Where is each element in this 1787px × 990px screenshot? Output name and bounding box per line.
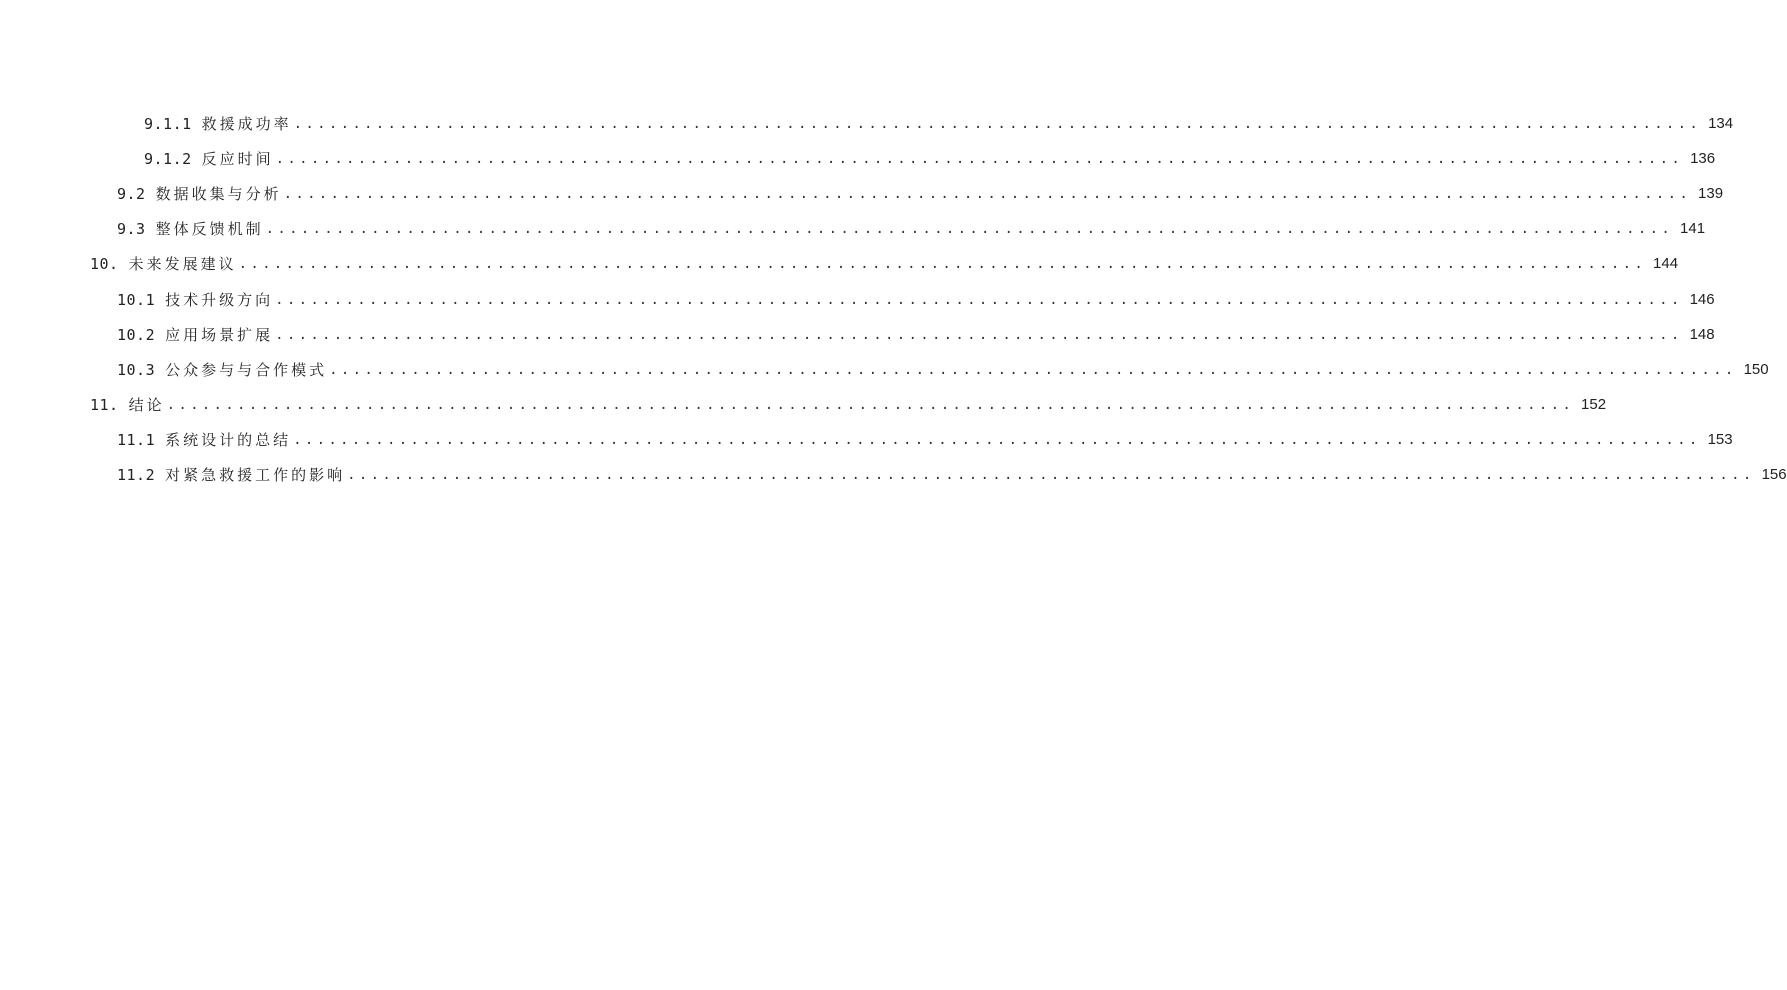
toc-entry[interactable] [0,282,1715,317]
toc-entry-title: 公众参与与合作模式 [165,360,328,379]
dot-leader: ........................................................................................................................ [265,221,1674,238]
toc-entry-title: 应用场景扩展 [165,325,274,344]
toc-entry-page: 136 [1690,149,1716,167]
toc-entry[interactable] [0,317,1715,352]
toc-entry[interactable] [0,247,1679,282]
toc-entry[interactable] [0,388,1607,423]
dot-leader: ........................................................................................................................ [293,432,1701,449]
toc-entry[interactable] [0,176,1724,211]
toc-entry-number: 9.3 [117,220,146,239]
dot-leader: ........................................................................................................................ [275,326,1683,343]
toc-entry-page: 146 [1689,290,1715,308]
toc-entry-title: 系统设计的总结 [165,431,292,450]
toc-entry-page: 152 [1581,396,1607,414]
dot-leader: ........................................................................................................................ [166,397,1575,414]
table-of-contents [0,106,1787,493]
toc-entry-page: 148 [1689,325,1715,343]
toc-entry-title: 救援成功率 [201,114,292,133]
dot-leader: ........................................................................................................................ [329,361,1737,378]
dot-leader: ........................................................................................................................ [238,256,1647,273]
toc-entry-title: 数据收集与分析 [155,184,282,203]
toc-entry-number: 11.2 [117,466,156,485]
toc-entry[interactable] [0,352,1769,387]
toc-entry[interactable] [0,212,1706,247]
toc-entry-number: 10.3 [117,360,156,379]
toc-entry-number: 10.2 [117,325,156,344]
toc-entry-title: 反应时间 [201,149,274,168]
toc-entry-title: 结论 [128,396,165,415]
toc-entry-page: 141 [1680,220,1706,238]
toc-entry[interactable] [0,458,1787,493]
dot-leader: ........................................................................................................................ [275,150,1684,167]
dot-leader: ........................................................................................................................ [293,115,1702,132]
toc-entry-number: 9.1.1 [144,114,192,133]
toc-entry-title: 对紧急救援工作的影响 [165,466,346,485]
toc-entry-page: 134 [1708,114,1734,132]
toc-entry-number: 10.1 [117,290,156,309]
toc-entry-number: 11. [90,396,119,415]
toc-entry-title: 技术升级方向 [165,290,274,309]
dot-leader: ........................................................................................................................ [275,291,1683,308]
dot-leader: ........................................................................................................................ [347,467,1755,484]
toc-entry-number: 11.1 [117,431,156,450]
toc-entry[interactable] [0,106,1734,141]
toc-entry-number: 9.2 [117,184,146,203]
toc-entry-page: 156 [1761,466,1787,484]
toc-entry[interactable] [0,423,1733,458]
toc-entry-number: 9.1.2 [144,149,192,168]
toc-entry-title: 未来发展建议 [128,255,237,274]
toc-entry-page: 139 [1698,184,1724,202]
toc-entry-page: 153 [1707,431,1733,449]
toc-entry-title: 整体反馈机制 [155,220,264,239]
dot-leader: ........................................................................................................................ [283,185,1692,202]
toc-entry-page: 150 [1743,360,1769,378]
toc-entry-number: 10. [90,255,119,274]
toc-entry-page: 144 [1653,255,1679,273]
toc-entry[interactable] [0,141,1716,176]
